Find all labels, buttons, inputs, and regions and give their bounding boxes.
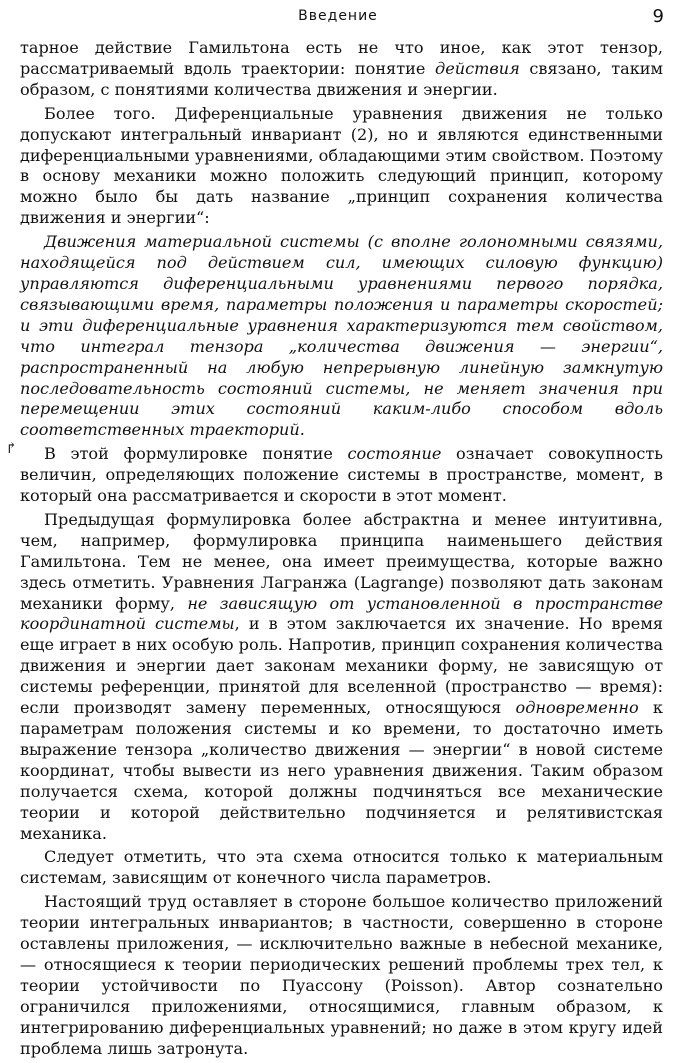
paragraph: Предыдущая формулировка более абстрактна и менее интуитивна, чем, например, формулировка принципа наименьшего действия Гамильтона. Тем не менее, она имеет преимущества, которые важно здесь отметить. Уравнения Лагранжа (Lagrange) позволяют дать законам механики форму, не зависящую от установленной в пространстве координатной системы, и в этом заключается их значение. Но время еще играет в них особую роль. Напротив, принцип сохранения количества движения и энергии дает законам механики форму, не зависящую от системы референции, принятой для вселенной (пространство — время): если производят замену переменных, относящуюся одновременно к параметрам положения системы и ко времени, то достаточно иметь выражение тензора „количество движения — энергии“ в новой системе координат, чтобы вывести из него уравнения движения. Таким образом получается схема, которой должны подчиняться все механические теории и которой действительно подчиняется и релятивистская механика. [20,509,664,843]
emphasis-term: состояние [347,444,442,464]
page-header [0,6,676,28]
emphasis-term: действия [435,58,520,78]
paragraph: Следует отметить, что эта схема относится только к материальным системам, зависящим от конечного числа параметров. [20,847,663,888]
page-number: 9 [652,6,664,27]
running-title: Введение [298,8,378,24]
paragraph: Настоящий труд оставляет в стороне большое количество приложений теории интегральных инвариантов; в частности, совершенно в стороне оставлены приложения, — исключительно важные в небесной механике, — относящиеся к теории периодических решений проблемы трех тел, к теории устойчивости по Пуассону (Poisson). Автор сознательно ограничился приложениями, относящимися, главным образом, к интегрированию диференциальных уравнений; но даже в этом кругу идей проблема лишь затронута. [20,892,663,1058]
paragraph: Более того. Диференциальные уравнения движения не только допускают интегральный инвариант (2), но и являются единственными диференциальными уравнениями, обладающими этим свойством. Поэтому в основу механики можно положить следующий принцип, которому можно было бы дать название „принцип сохранения количества движения и энергии“: [20,103,663,228]
emphasis-term: одновременно [515,698,639,718]
paragraph-continuation: тарное действие Гамильтона есть не что иное, как этот тензор, рассматриваемый вдоль траектории: понятие действия связано, таким образом, с понятиями количества движения и энергии. [20,38,663,99]
paragraph: В этой формулировке понятие состояние означает совокупность величин, определяющих положение системы в пространстве, момент, в который она рассматривается и скорости в этот момент. [20,444,663,506]
margin-mark-icon: ↱ [5,439,18,457]
body-text [20,38,663,1063]
emphasis-phrase: не зависящую от установленной в пространстве координатной системы [20,593,663,634]
principle-statement: Движения материальной системы (с вполне голономными связями, находящейся под действием сил, имеющих силовую функцию) управляются диференциальными уравнениями первого порядка, связывающими время, параметры положения и параметры скоростей; и эти диференциальные уравнения характеризуются тем свойством, что интеграл тензора „количества движения — энергии“, распространенный на любую непрерывную линейную замкнутую последовательность состояний системы, не меняет значения при перемещении этих состояний каким-либо способом вдоль соответственных траекторий. [20,232,663,440]
